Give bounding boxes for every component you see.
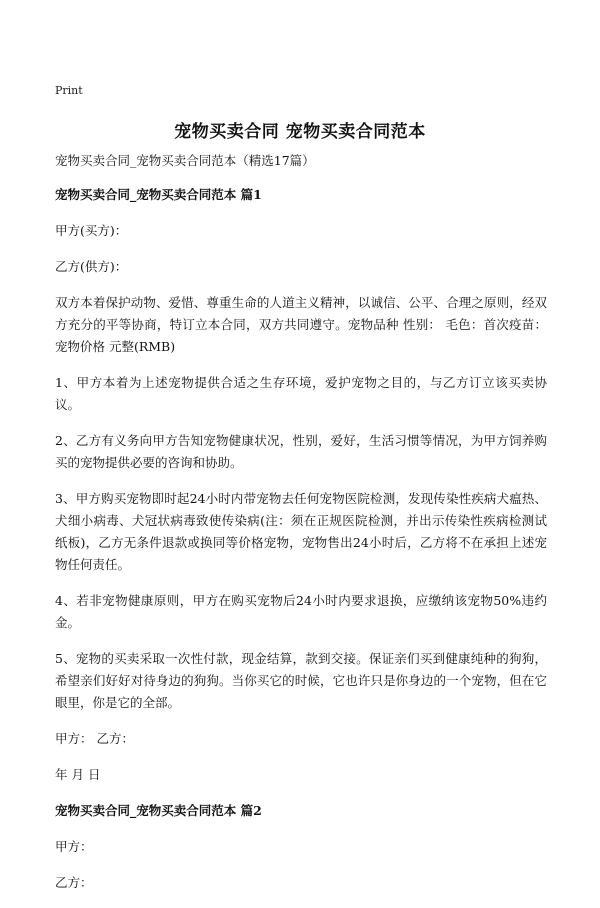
document-body bbox=[55, 150, 547, 908]
party-a-line-2: 甲方： bbox=[55, 839, 93, 854]
party-a-line: 甲方(买方)： bbox=[55, 223, 128, 238]
clause-4: 4、若非宠物健康原则，甲方在购买宠物后24小时内要求退换，应缴纳该宠物50%违约金。 bbox=[55, 593, 547, 630]
section-heading-1: 宠物买卖合同_宠物买卖合同范本 篇1 bbox=[55, 187, 262, 202]
print-label: Print bbox=[55, 84, 83, 97]
clause-1: 1、甲方本着为上述宠物提供合适之生存环境，爱护宠物之目的，与乙方订立该买卖协议。 bbox=[55, 375, 547, 412]
document-subtitle: 宠物买卖合同_宠物买卖合同范本（精选17篇） bbox=[55, 153, 315, 168]
signature-line: 甲方： 乙方： bbox=[55, 731, 134, 746]
clause-3: 3、甲方购买宠物即时起24小时内带宠物去任何宠物医院检测，发现传染性疾病犬瘟热、犬细小病毒、犬冠状病毒致使传染病(注：须在正规医院检测，并出示传染性疾病检测试纸板)，乙方无条件退款或换同等价格宠物，宠物售出24小时后，乙方将不在承担上述宠物任何责任。 bbox=[55, 491, 547, 572]
party-b-line-2: 乙方： bbox=[55, 875, 93, 890]
clause-5: 5、宠物的买卖采取一次性付款，现金结算，款到交接。保证亲们买到健康纯种的狗狗，希望亲们好好对待身边的狗狗。当你买它的时候，它也许只是你身边的一个宠物，但在它眼里，你是它的全部。 bbox=[55, 651, 547, 710]
section-heading-2: 宠物买卖合同_宠物买卖合同范本 篇2 bbox=[55, 803, 262, 818]
party-b-line: 乙方(供方)： bbox=[55, 259, 128, 274]
contract-intro: 双方本着保护动物、爱惜、尊重生命的人道主义精神，以诚信、公平、合理之原则，经双方充分的平等协商，特订立本合同，双方共同遵守。宠物品种 性别： 毛色：首次疫苗： 宠物价格 元整(RMB) bbox=[55, 295, 547, 354]
page-title: 宠物买卖合同 宠物买卖合同范本 bbox=[174, 122, 426, 142]
date-line: 年 月 日 bbox=[55, 767, 101, 782]
clause-2: 2、乙方有义务向甲方告知宠物健康状况，性别，爱好，生活习惯等情况，为甲方饲养购买的宠物提供必要的咨询和协助。 bbox=[55, 433, 547, 470]
